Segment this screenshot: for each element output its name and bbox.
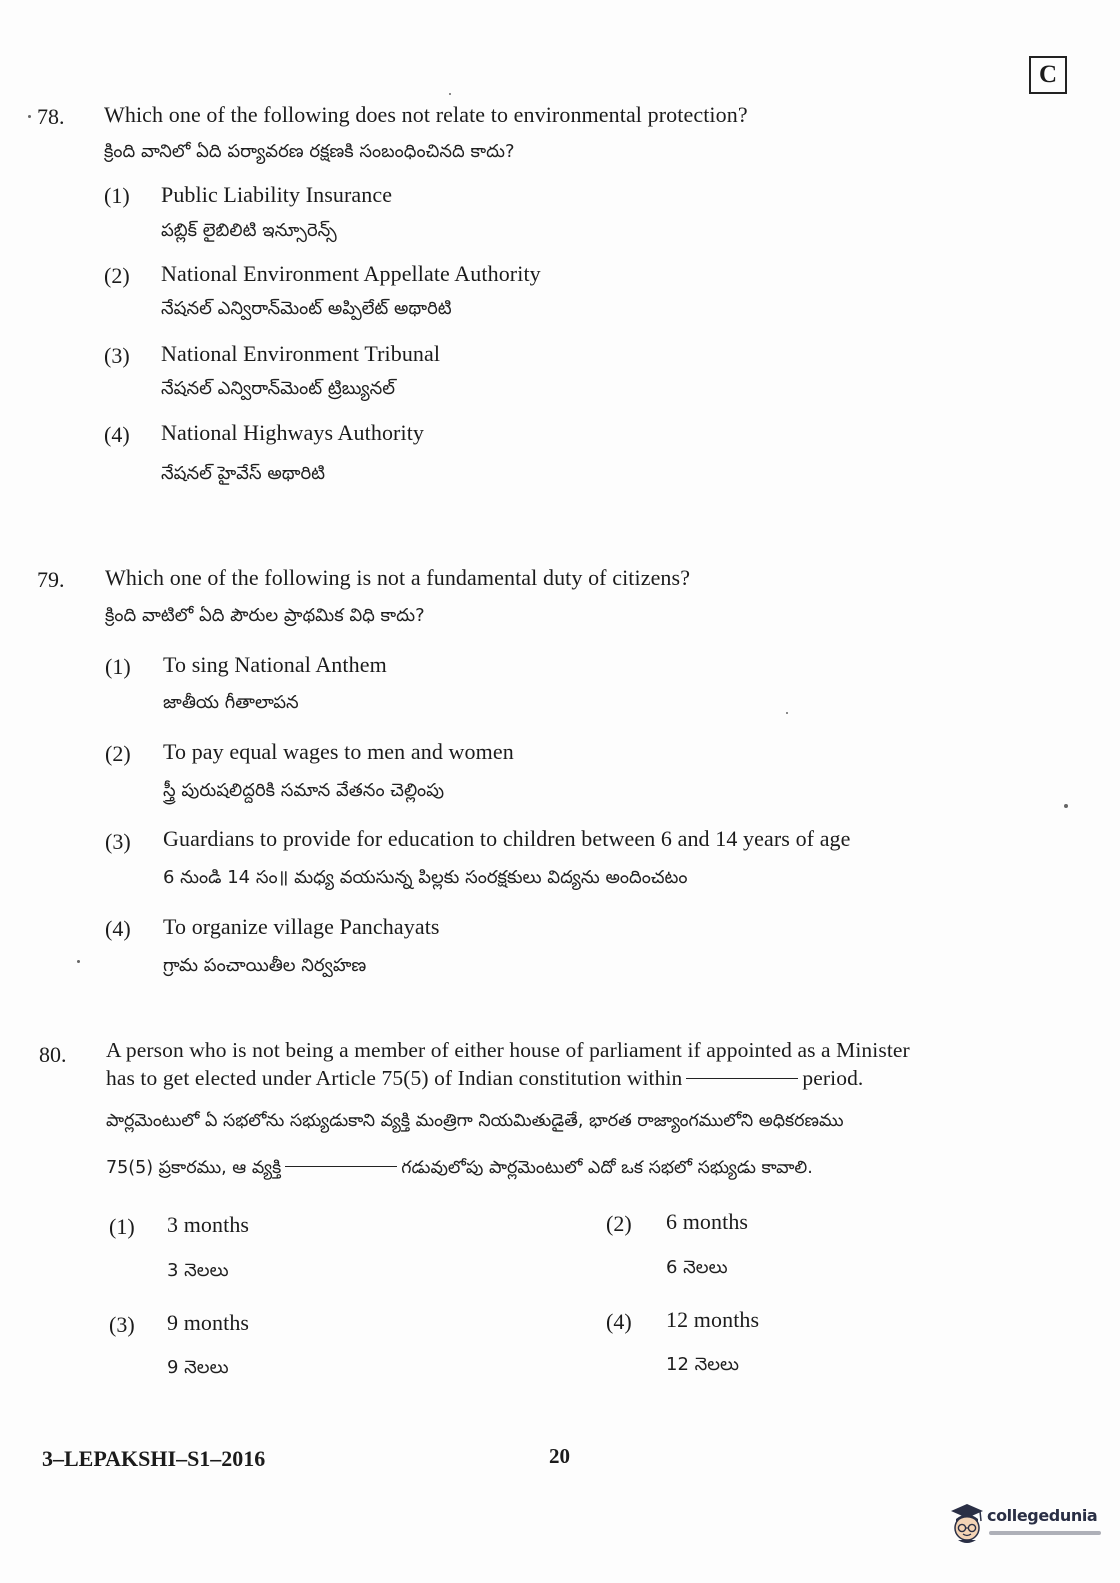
- q79-option-3-en: Guardians to provide for education to children between 6 and 14 years of age: [163, 826, 851, 851]
- q80-option-3-te: 9 నెలలు: [167, 1357, 229, 1378]
- scan-speck: [77, 960, 80, 963]
- q79-option-2-en: To pay equal wages to men and women: [163, 739, 514, 764]
- question-80-number: 80.: [39, 1042, 67, 1067]
- question-80-text-en-line2-start: has to get elected under Article 75(5) of Indian constitution within: [106, 1066, 683, 1090]
- q79-option-4-number: (4): [105, 916, 131, 941]
- paper-code: 3–LEPAKSHI–S1–2016: [42, 1446, 266, 1471]
- q78-option-4-number: (4): [104, 422, 130, 447]
- question-80-text-te-line2-end: గడువులోపు పార్లమెంటులో ఎదో ఒక సభలో సభ్యుడు కావాలి.: [401, 1158, 813, 1178]
- question-80-text-en-line2-end: period.: [802, 1066, 864, 1090]
- q80-option-2-en: 6 months: [666, 1209, 749, 1234]
- q79-option-2-te: స్త్రీ పురుషలిద్దరికి సమాన వేతనం చెల్లింపు: [163, 780, 445, 801]
- collegedunia-logo: [947, 1500, 1107, 1556]
- q78-option-2-number: (2): [104, 263, 130, 288]
- question-80-text-en-line1: A person who is not being a member of either house of parliament if appointed as a Minister: [106, 1038, 910, 1062]
- question-80-text-te-line1: పార్లమెంటులో ఏ సభలోను సభ్యుడుకాని వ్యక్తి మంత్రిగా నియమితుడైతే, భారత రాజ్యాంగములోని అధికరణము: [106, 1111, 844, 1131]
- q79-option-3-number: (3): [105, 829, 131, 854]
- q80-option-1-number: (1): [109, 1214, 135, 1239]
- q80-option-2-te: 6 నెలలు: [666, 1257, 728, 1278]
- q78-option-1-te: పబ్లిక్ లైబిలిటి ఇన్సూరెన్స్: [161, 220, 337, 241]
- q78-option-1-en: Public Liability Insurance: [161, 182, 393, 207]
- question-80-text-te-line2: [106, 1158, 813, 1182]
- question-79-text-te: క్రింది వాటిలో ఏది పౌరుల ప్రాథమిక విధి కాదు?: [105, 605, 425, 626]
- q78-option-2-te: నేషనల్ ఎన్విరాన్‌మెంట్ అప్పిలేట్ అథారిటి: [161, 298, 452, 319]
- logo-wordmark: collegedunia: [987, 1506, 1098, 1525]
- q78-option-4-te: నేషనల్ హైవేస్ అథారిటి: [161, 463, 326, 484]
- q79-option-1-en: To sing National Anthem: [163, 652, 387, 677]
- q80-option-1-te: 3 నెలలు: [167, 1260, 229, 1281]
- question-78-number: 78.: [37, 104, 65, 129]
- scan-speck: [449, 93, 451, 95]
- q79-option-4-te: గ్రామ పంచాయితీల నిర్వహణ: [163, 955, 367, 976]
- graduate-mascot-icon: [947, 1502, 987, 1546]
- q80-option-1-en: 3 months: [167, 1212, 250, 1237]
- q79-option-1-te: జాతీయ గీతాలాపన: [163, 692, 299, 713]
- q78-option-3-en: National Environment Tribunal: [161, 341, 441, 366]
- q80-option-2-number: (2): [606, 1211, 632, 1236]
- q80-option-3-en: 9 months: [167, 1310, 250, 1335]
- question-78-text-te: క్రింది వానిలో ఏది పర్యావరణ రక్షణకి సంబంధించినది కాదు?: [104, 141, 515, 162]
- scan-speck: [28, 115, 31, 118]
- question-78-text-en: Which one of the following does not relate to environmental protection?: [104, 102, 748, 127]
- q79-option-1-number: (1): [105, 654, 131, 679]
- page-number: 20: [549, 1444, 570, 1468]
- q80-option-4-en: 12 months: [666, 1307, 760, 1332]
- question-set-label: C: [1029, 56, 1067, 94]
- q79-option-2-number: (2): [105, 741, 131, 766]
- question-79-text-en: Which one of the following is not a fundamental duty of citizens?: [105, 565, 691, 590]
- logo-tagline-blur: [989, 1531, 1101, 1535]
- q79-option-3-te: 6 నుండి 14 సం॥ మధ్య వయసున్న పిల్లకు సంరక్షకులు విద్యను అందించటం: [163, 867, 688, 888]
- question-80-text-en-line2: [106, 1066, 863, 1091]
- q78-option-2-en: National Environment Appellate Authority: [161, 261, 541, 286]
- answer-blank: [686, 1078, 798, 1079]
- scan-speck: [1064, 804, 1068, 808]
- q80-option-4-te: 12 నెలలు: [666, 1354, 740, 1375]
- answer-blank-te: [285, 1166, 397, 1167]
- q78-option-3-number: (3): [104, 343, 130, 368]
- q79-option-4-en: To organize village Panchayats: [163, 914, 440, 939]
- q78-option-4-en: National Highways Authority: [161, 420, 425, 445]
- q78-option-1-number: (1): [104, 183, 130, 208]
- q80-option-3-number: (3): [109, 1312, 135, 1337]
- question-79-number: 79.: [37, 567, 65, 592]
- scan-speck: [786, 712, 788, 714]
- q78-option-3-te: నేషనల్ ఎన్విరాన్‌మెంట్ ట్రిబ్యునల్: [161, 378, 395, 399]
- question-80-text-te-line2-start: 75(5) ప్రకారము, ఆ వ్యక్తి: [106, 1158, 282, 1178]
- q80-option-4-number: (4): [606, 1309, 632, 1334]
